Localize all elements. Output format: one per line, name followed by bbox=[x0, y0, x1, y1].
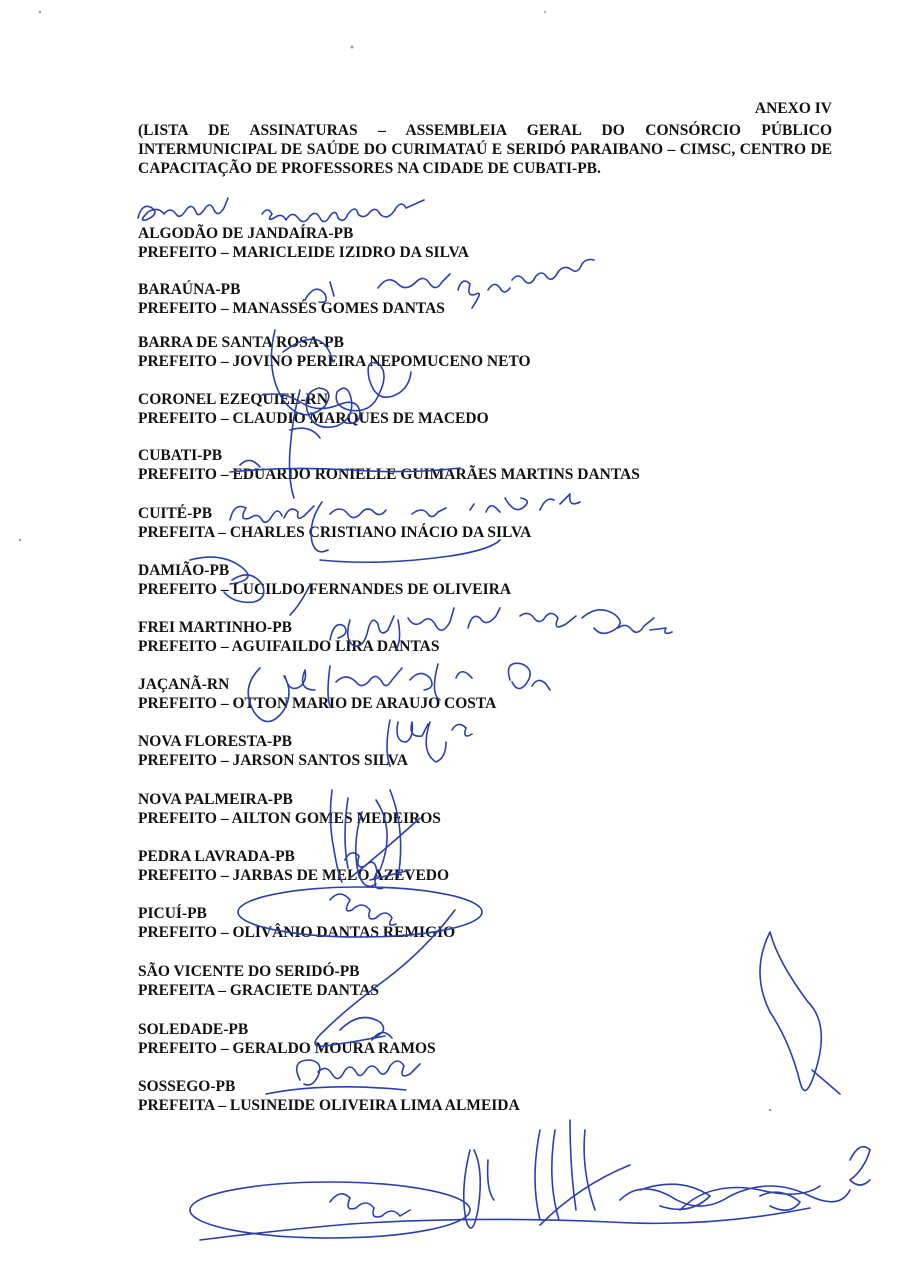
scan-speck bbox=[351, 46, 354, 49]
bottom-signature-oval bbox=[190, 1182, 470, 1238]
municipality-name: SOSSEGO-PB bbox=[138, 1078, 236, 1095]
signature-entry bbox=[138, 847, 449, 885]
municipality-name: CUBATI-PB bbox=[138, 447, 223, 464]
municipality-name: SÃO VICENTE DO SERIDÓ-PB bbox=[138, 963, 360, 980]
signature-entry bbox=[138, 390, 489, 428]
signature-maricleide bbox=[138, 198, 424, 222]
bottom-signature-tall bbox=[535, 1120, 630, 1225]
document-heading: (LISTA DE ASSINATURAS – ASSEMBLEIA GERAL DO CONSÓRCIO PÚBLICO INTERMUNICIPAL DE SAÚDE DO CURIMATAÚ E SERIDÓ PARAIBANO – CIMSC, CENTRO DE CAPACITAÇÃO DE PROFESSORES NA CIDADE DE CUBATI-PB. bbox=[138, 122, 832, 177]
official-name: PREFEITO – CLAUDIO MARQUES DE MACEDO bbox=[138, 410, 489, 427]
scan-speck bbox=[19, 539, 21, 541]
signature-entry bbox=[138, 561, 511, 599]
official-name: PREFEITO – OTTON MARIO DE ARAUJO COSTA bbox=[138, 695, 497, 712]
signature-entry bbox=[138, 280, 445, 318]
bottom-signature-right bbox=[620, 1147, 870, 1211]
official-name: PREFEITO – OLIVÂNIO DANTAS REMIGIO bbox=[138, 924, 456, 941]
signature-entry bbox=[138, 790, 441, 828]
scan-speck bbox=[544, 11, 546, 13]
signature-entry bbox=[138, 224, 469, 262]
municipality-name: ALGODÃO DE JANDAÍRA-PB bbox=[138, 225, 354, 242]
municipality-name: NOVA PALMEIRA-PB bbox=[138, 791, 293, 808]
official-name: PREFEITO – JOVINO PEREIRA NEPOMUCENO NETO bbox=[138, 353, 531, 370]
signature-entry bbox=[138, 333, 531, 371]
official-name: PREFEITO – LUCILDO FERNANDES DE OLIVEIRA bbox=[138, 581, 512, 598]
municipality-name: CORONEL EZEQUIEL-RN bbox=[138, 391, 328, 408]
municipality-name: PICUÍ-PB bbox=[138, 905, 207, 922]
signature-entry bbox=[138, 904, 455, 942]
signature-entry bbox=[138, 1020, 436, 1058]
margin-signature-right bbox=[760, 932, 840, 1094]
official-name: PREFEITO – MANASSÉS GOMES DANTAS bbox=[138, 300, 445, 317]
municipality-name: PEDRA LAVRADA-PB bbox=[138, 848, 295, 865]
signature-entry bbox=[138, 732, 408, 770]
signature-entry bbox=[138, 675, 496, 713]
signature-entry bbox=[138, 618, 439, 656]
official-name: PREFEITO – JARSON SANTOS SILVA bbox=[138, 752, 408, 769]
municipality-name: SOLEDADE-PB bbox=[138, 1021, 249, 1038]
municipality-name: NOVA FLORESTA-PB bbox=[138, 733, 293, 750]
official-name: PREFEITA – CHARLES CRISTIANO INÁCIO DA SILVA bbox=[138, 524, 532, 541]
municipality-name: JAÇANÃ-RN bbox=[138, 676, 230, 693]
bottom-signature-sweep bbox=[200, 1208, 810, 1240]
municipality-name: FREI MARTINHO-PB bbox=[138, 619, 293, 636]
signature-entry bbox=[138, 962, 379, 1000]
official-name: PREFEITO – EDUARDO RONIELLE GUIMARÃES MARTINS DANTAS bbox=[138, 466, 640, 483]
official-name: PREFEITO – AGUIFAILDO LIRA DANTAS bbox=[138, 638, 440, 655]
municipality-name: BARAÚNA-PB bbox=[138, 281, 241, 298]
bottom-signature-loops bbox=[330, 1150, 494, 1228]
official-name: PREFEITA – GRACIETE DANTAS bbox=[138, 982, 380, 999]
annex-label: ANEXO IV bbox=[754, 100, 832, 117]
scan-speck bbox=[39, 11, 41, 13]
official-name: PREFEITO – AILTON GOMES MEDEIROS bbox=[138, 810, 441, 827]
official-name: PREFEITO – JARBAS DE MELO AZEVEDO bbox=[138, 867, 450, 884]
official-name: PREFEITO – GERALDO MOURA RAMOS bbox=[138, 1040, 436, 1057]
municipality-name: BARRA DE SANTA ROSA-PB bbox=[138, 334, 344, 351]
signature-entry bbox=[138, 1077, 520, 1115]
municipality-name: CUITÉ-PB bbox=[138, 505, 213, 522]
signature-entry bbox=[138, 504, 531, 542]
municipality-name: DAMIÃO-PB bbox=[138, 562, 230, 579]
official-name: PREFEITA – LUSINEIDE OLIVEIRA LIMA ALMEIDA bbox=[138, 1097, 520, 1114]
signature-entry bbox=[138, 446, 640, 484]
official-name: PREFEITO – MARICLEIDE IZIDRO DA SILVA bbox=[138, 244, 469, 261]
scan-speck bbox=[769, 1109, 771, 1111]
